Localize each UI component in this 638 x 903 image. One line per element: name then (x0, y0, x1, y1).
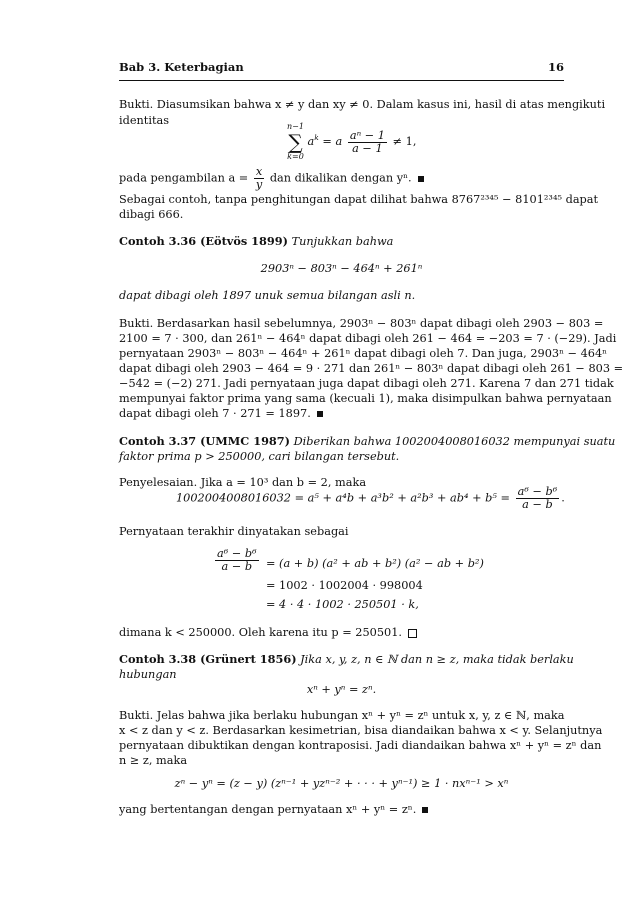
example-3-37-conclusion (119, 626, 564, 639)
example-3-36-proof-line: 2100 = 7 · 300, dan 261ⁿ − 464ⁿ dapat dibagi oleh 261 − 464 = −203 = 7 · (−29). Jadi (119, 332, 617, 345)
eq2-fraction-denominator: a − b (221, 560, 253, 573)
eq2-row-2: = 1002 · 1002004 · 998004 (266, 579, 423, 592)
example-3-36-heading (119, 235, 564, 248)
example-3-38-proof-line: pernyataan dibuktikan dengan kontraposisi. Jadi diandaikan bahwa xⁿ + yⁿ = zⁿ dan (119, 739, 602, 752)
example-3-38-inequality: zⁿ − yⁿ = (z − y) (zⁿ⁻¹ + yzⁿ⁻² + · · · + yⁿ⁻¹) ≥ 1 · nxⁿ⁻¹ > xⁿ (174, 777, 509, 790)
eq1-left: 1002004008016032 = a⁵ + a⁴b + a³b² + a²b³ + ab⁴ + b⁵ = (176, 491, 511, 505)
example-3-38-equation: xⁿ + yⁿ = zⁿ. (306, 683, 377, 696)
eq1-fraction-numerator: a⁶ − b⁶ (517, 485, 558, 498)
qed-filled-square (418, 176, 424, 182)
example-3-38-proof-line: Bukti. Jelas bahwa jika berlaku hubungan xⁿ + yⁿ = zⁿ untuk x, y, z ∈ ℕ, maka (119, 709, 565, 722)
sum-tail: ≠ 1, (388, 135, 417, 148)
proof-line-3 (119, 166, 424, 191)
eq1-tail: . (561, 491, 565, 505)
sum-identity-equation (287, 122, 416, 162)
example-3-37-line-2: faktor prima p > 250000, cari bilangan tersebut. (119, 450, 400, 463)
example-3-38-proof-line: x < z dan y < z. Berdasarkan kesimetrian, bisa diandaikan bahwa x < y. Selanjutnya (119, 724, 603, 737)
page-number: 16 (547, 60, 564, 74)
sigma-symbol: ∑ (288, 130, 303, 154)
proof-line-4: Sebagai contoh, tanpa penghitungan dapat dilihat bahwa 8767²³⁴⁵ − 8101²³⁴⁵ dapat (119, 193, 599, 206)
example-3-38-lead: Jika x, y, z, n ∈ ℕ dan n ≥ z, maka tidak berlaku (300, 653, 574, 666)
example-3-38-conclusion (119, 803, 564, 816)
example-3-36-proof-last: dapat dibagi oleh 7 · 271 = 1897. (119, 407, 311, 420)
example-3-38-line-2: hubungan (119, 668, 177, 681)
example-3-36-proof-line: pernyataan 2903ⁿ − 803ⁿ − 464ⁿ + 261ⁿ dapat dibagi oleh 7. Dan juga, 2903ⁿ − 464ⁿ (119, 347, 608, 360)
example-3-37-solution-intro: Penyelesaian. Jika a = 10³ dan b = 2, maka (119, 476, 367, 489)
example-3-36-statement: dapat dibagi oleh 1897 unuk semua bilangan asli n. (119, 289, 416, 302)
example-3-38-proof-line: n ≥ z, maka (119, 754, 188, 767)
line3-prefix: pada pengambilan a = (119, 171, 249, 185)
example-3-37-end-text: dimana k < 250000. Oleh karena itu p = 250501. (119, 626, 403, 639)
example-3-37-lead: Diberikan bahwa 1002004008016032 mempunyai suatu (293, 435, 616, 448)
example-3-36-proof-end (119, 407, 564, 420)
summation (287, 122, 304, 162)
example-3-36-proof-line: mempunyai faktor prima yang sama (kecuali 1), maka disimpulkan bahwa pernyataan (119, 392, 612, 405)
running-header-chapter: Bab 3. Keterbagian (119, 60, 244, 74)
sum-fraction-denominator: a − 1 (352, 141, 383, 155)
line3-fraction-denominator: y (255, 178, 263, 191)
example-3-36-proof-line: dapat dibagi oleh 2903 − 464 = 9 · 271 dan 261ⁿ − 803ⁿ dapat dibagi oleh 261 − 803 = (119, 362, 624, 375)
example-3-36-proof-line: Bukti. Berdasarkan hasil sebelumnya, 2903ⁿ − 803ⁿ dapat dibagi oleh 2903 − 803 = (119, 317, 604, 330)
sum-term-exponent: k (314, 133, 319, 143)
eq2-fraction-numerator: a⁶ − b⁶ (217, 547, 257, 560)
sum-upper-limit: n−1 (287, 122, 304, 131)
sum-lower-limit: k=0 (287, 152, 304, 161)
eq2-row-3: = 4 · 4 · 1002 · 250501 · k, (266, 598, 419, 611)
example-3-36-title: Contoh 3.36 (Eötvös 1899) (119, 234, 288, 248)
example-3-36-equation: 2903ⁿ − 803ⁿ − 464ⁿ + 261ⁿ (260, 262, 423, 275)
qed-open-square (408, 629, 417, 638)
example-3-36-proof-line: −542 = (−2) 271. Jadi pernyataan juga dapat dibagi oleh 271. Karena 7 dan 271 tidak (119, 377, 614, 390)
line3-fraction-numerator: x (255, 165, 263, 178)
qed-filled-square (317, 411, 323, 417)
example-3-37-equation-1 (176, 486, 565, 511)
sum-equals: = a (318, 135, 343, 148)
example-3-37-title: Contoh 3.37 (UMMC 1987) (119, 434, 291, 448)
example-3-37-heading (119, 434, 616, 448)
line3-suffix: dan dikalikan dengan yⁿ. (269, 171, 412, 185)
proof-line-1: Bukti. Diasumsikan bahwa x ≠ y dan xy ≠ 0. Dalam kasus ini, hasil di atas mengikuti (119, 98, 606, 111)
sum-fraction (348, 130, 387, 155)
proof-line-2: identitas (119, 114, 170, 127)
example-3-37-line-3: Pernyataan terakhir dinyatakan sebagai (119, 525, 349, 538)
sum-fraction-numerator: aⁿ − 1 (349, 128, 385, 142)
eq1-fraction (516, 486, 560, 511)
example-3-38-title: Contoh 3.38 (Grünert 1856) (119, 652, 297, 666)
example-3-38-end-text: yang bertentangan dengan pernyataan xⁿ + yⁿ = zⁿ. (119, 803, 417, 816)
qed-filled-square (422, 807, 428, 813)
example-3-38-heading (119, 652, 574, 666)
eq2-row-1: = (a + b) (a² + ab + b²) (a² − ab + b²) (266, 557, 484, 570)
line3-fraction (254, 166, 264, 191)
eq1-fraction-denominator: a − b (522, 498, 553, 511)
eq2-fraction (215, 548, 259, 573)
example-3-36-lead: Tunjukkan bahwa (291, 235, 394, 248)
header-rule (119, 80, 564, 81)
proof-line-5: dibagi 666. (119, 208, 184, 221)
sum-term-base: a (307, 135, 315, 148)
example-3-37-equation-2-lhs (213, 548, 261, 573)
